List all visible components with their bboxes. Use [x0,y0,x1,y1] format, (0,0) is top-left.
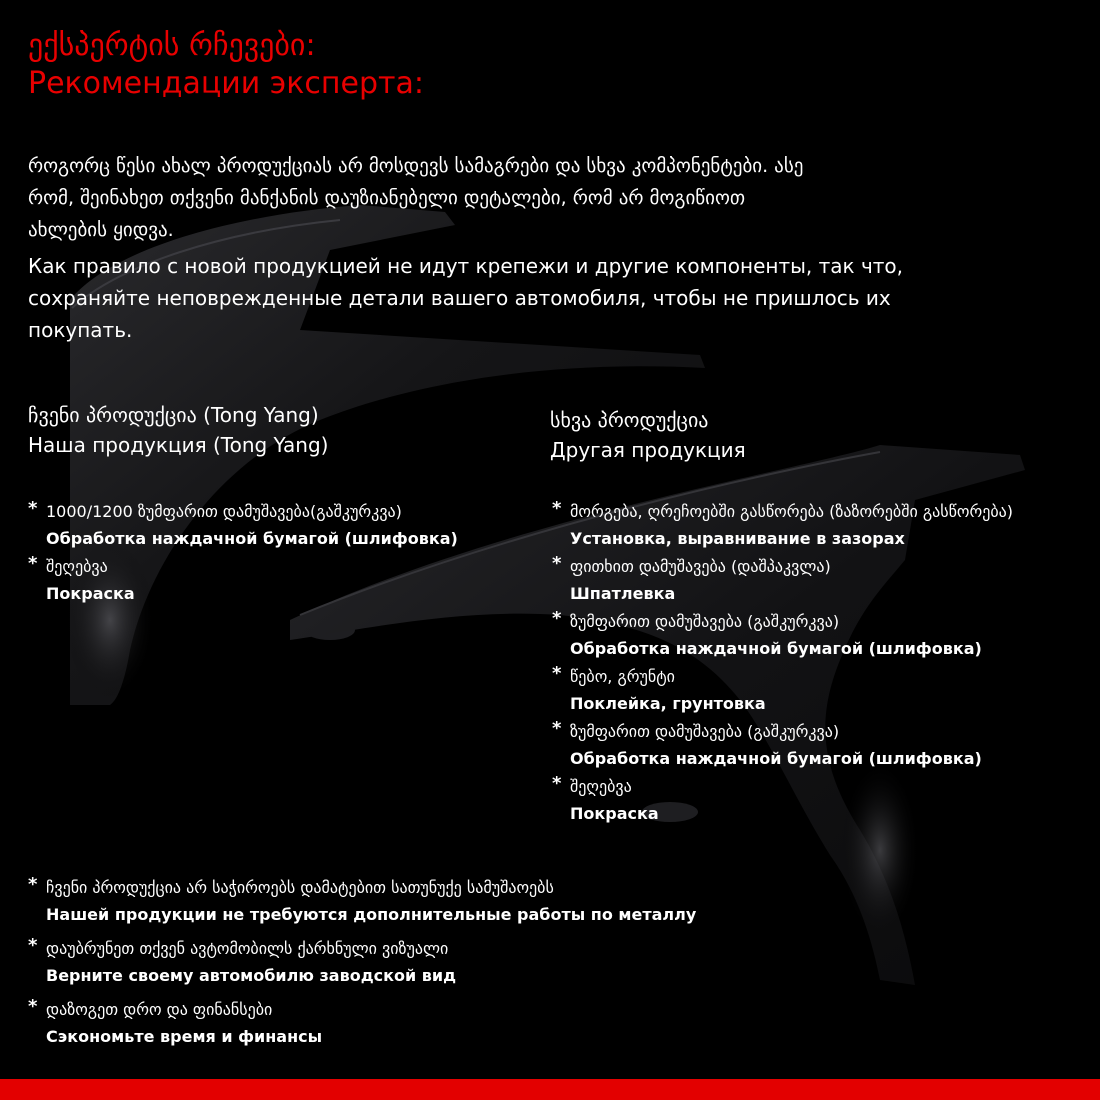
intro-ru-line: покупать. [28,318,133,342]
list-item-ru: Верните своему автомобилю заводской вид [46,966,456,985]
list-item-ru: Обработка наждачной бумагой (шлифовка) [570,749,982,768]
intro-ka-line: ახლების ყიდვა. [28,219,174,241]
benefits-list [28,874,696,1057]
list-item-ka: ზუმფარით დამუშავება (გაშკურკვა) [570,612,840,631]
list-item-ru: Нашей продукции не требуются дополнительные работы по металлу [46,905,697,924]
bullet-star: * [552,663,562,684]
list-item [28,935,696,990]
intro-ru-line: Как правило с новой продукцией не идут крепежи и другие компоненты, так что, [28,254,904,278]
list-item [552,608,1013,663]
list-item-ru: Обработка наждачной бумагой (шлифовка) [46,529,458,548]
list-item-ka: ჩვენი პროდუქცია არ საჭიროებს დამატებით სათუნუქე სამუშაოებს [46,878,554,897]
title-georgian: ექსპერტის რჩევები: [28,28,316,63]
bullet-star: * [28,935,38,956]
bottom-red-bar [0,1079,1100,1100]
title-russian: Рекомендации эксперта: [28,66,424,101]
intro-ru-line: сохраняйте неповрежденные детали вашего автомобиля, чтобы не пришлось их [28,286,891,310]
list-item-ru: Обработка наждачной бумагой (шлифовка) [570,639,982,658]
list-item-ru: Сэкономьте время и финансы [46,1027,323,1046]
our-product-heading [28,400,328,460]
other-product-heading [550,405,746,465]
list-item-ka: ზუმფარით დამუშავება (გაშკურკვა) [570,722,840,741]
bullet-star: * [552,553,562,574]
bullet-star: * [28,553,38,574]
list-item [552,663,1013,718]
list-item [28,553,458,608]
other-product-heading-ru: Другая продукция [550,438,746,462]
list-item [552,773,1013,828]
list-item-ka: მორგება, ღრეჩოებში გასწორება (ზაზორებში გასწორება) [570,502,1013,521]
intro-ka-line: როგორც წესი ახალ პროდუქციას არ მოსდევს სამაგრები და სხვა კომპონენტები. ასე [28,155,804,177]
intro-russian [28,250,1058,346]
bullet-star: * [552,718,562,739]
bullet-star: * [28,996,38,1017]
our-product-heading-ru: Наша продукция (Tong Yang) [28,433,329,457]
bullet-star: * [28,874,38,895]
bullet-star: * [28,498,38,519]
bullet-star: * [552,498,562,519]
our-product-list [28,498,458,608]
list-item-ka: დაზოგეთ დრო და ფინანსები [46,1000,273,1019]
list-item-ru: Поклейка, грунтовка [570,694,766,713]
list-item-ru: Покраска [46,584,135,603]
other-product-list [552,498,1013,828]
list-item [28,498,458,553]
list-item [552,553,1013,608]
list-item-ka: ფითხით დამუშავება (დაშპაკვლა) [570,557,831,576]
intro-georgian [28,150,1058,246]
list-item-ka: შეღებვა [46,557,108,576]
our-product-heading-ka: ჩვენი პროდუქცია (Tong Yang) [28,403,319,427]
intro-ka-line: რომ, შეინახეთ თქვენი მანქანის დაუზიანებელი დეტალები, რომ არ მოგიწიოთ [28,187,746,209]
list-item-ka: დაუბრუნეთ თქვენ ავტომობილს ქარხნული ვიზუალი [46,939,449,958]
list-item [28,996,696,1051]
list-item-ka: შეღებვა [570,777,632,796]
bullet-star: * [552,773,562,794]
list-item [552,718,1013,773]
list-item [552,498,1013,553]
list-item-ka: 1000/1200 ზუმფარით დამუშავება(გაშკურკვა) [46,502,402,521]
list-item-ru: Установка, выравнивание в зазорах [570,529,905,548]
list-item-ru: Покраска [570,804,659,823]
list-item-ru: Шпатлевка [570,584,676,603]
bullet-star: * [552,608,562,629]
other-product-heading-ka: სხვა პროდუქცია [550,408,709,432]
list-item-ka: წებო, გრუნტი [570,667,675,686]
list-item [28,874,696,929]
